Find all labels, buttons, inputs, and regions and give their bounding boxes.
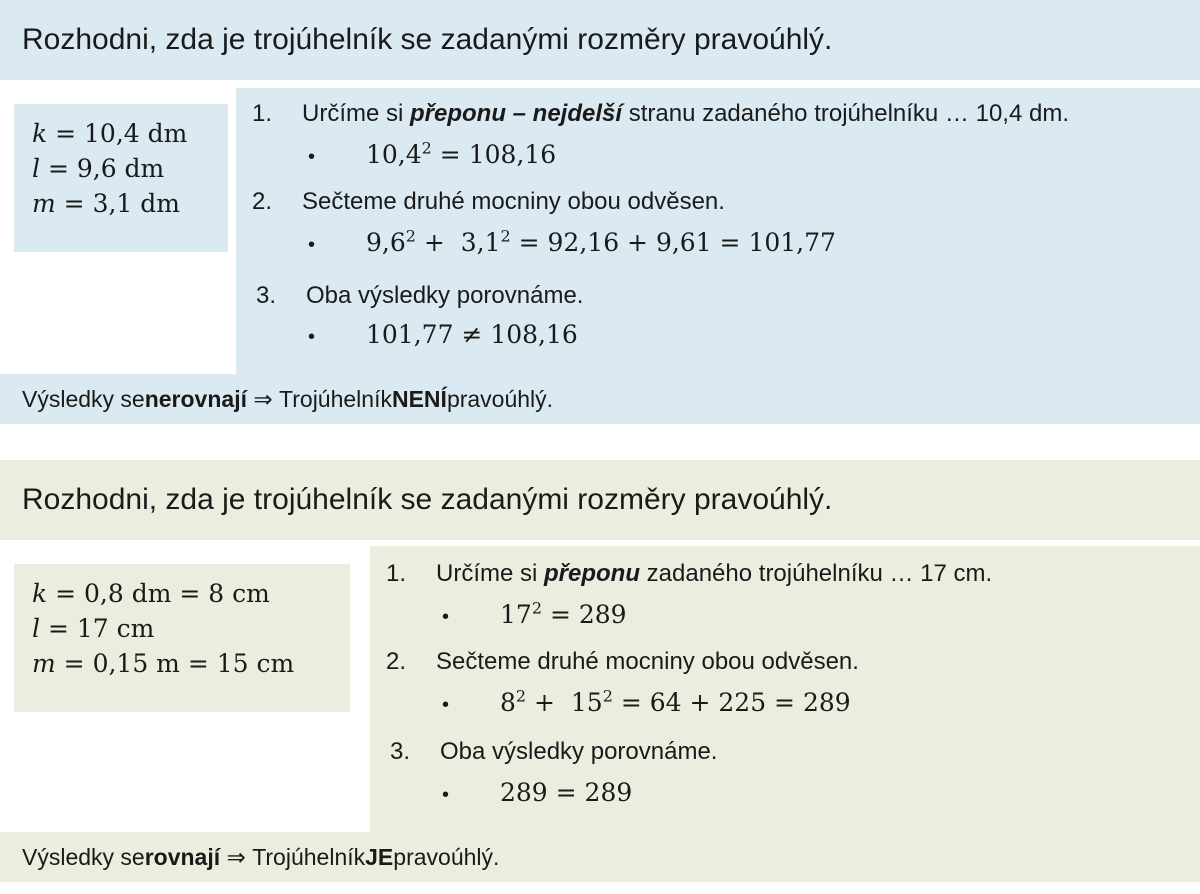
problem1-given-values: [14, 104, 228, 252]
bullet-legs-sum: • $9,6^2 + 3,1^2 = 92,16 + 9,61 = 101,77$: [308, 226, 836, 257]
step-2: 2. Sečteme druhé mocniny obou odvěsen.: [386, 648, 859, 675]
step-3: 3. Oba výsledky porovnáme.: [256, 282, 584, 309]
problem2-title-bar: [0, 460, 1200, 540]
var-k: k = 0,8 dm = 8 cm: [32, 579, 270, 608]
step-1: 1. Určíme si přeponu zadaného trojúhelníku … 17 cm.: [386, 560, 993, 587]
step-2: 2. Sečteme druhé mocniny obou odvěsen.: [252, 188, 725, 215]
bullet-hypotenuse-square: • $10,4^2 = 108,16$: [308, 138, 557, 169]
problem1-conclusion: Výsledky se nerovnají ⇒ Trojúhelník NENÍ pravoúhlý.: [0, 374, 1200, 424]
bullet-legs-sum: • $8^2 + 15^2 = 64 + 225 = 289$: [442, 686, 851, 717]
bullet-dot: •: [442, 694, 450, 716]
bullet-dot: •: [308, 234, 316, 256]
var-m: m = 3,1 dm: [32, 189, 180, 218]
problem2-title: Rozhodni, zda je trojúhelník se zadanými rozměry pravoúhlý.: [22, 483, 833, 516]
step-3: 3. Oba výsledky porovnáme.: [390, 738, 718, 765]
bullet-comparison: • 289 = 289: [442, 778, 633, 807]
bullet-dot: •: [308, 326, 316, 348]
var-l: l = 17 cm: [32, 614, 155, 643]
implies-arrow: ⇒: [246, 385, 280, 412]
problem1-title-bar: [0, 0, 1200, 80]
hypotenuse-emphasis: přeponu: [544, 560, 640, 587]
var-k: k = 10,4 dm: [32, 119, 188, 148]
hypotenuse-emphasis: přeponu – nejdelší: [410, 100, 623, 127]
problem2-solution-steps: [370, 546, 1200, 832]
bullet-dot: •: [308, 146, 316, 168]
step-1: 1. Určíme si přeponu – nejdelší stranu zadaného trojúhelníku … 10,4 dm.: [252, 100, 1069, 127]
bullet-dot: •: [442, 606, 450, 628]
problem1-solution-steps: [236, 88, 1200, 374]
bullet-hypotenuse-square: • $17^2 = 289$: [442, 598, 627, 629]
problem2-conclusion: Výsledky se rovnají ⇒ Trojúhelník JE pravoúhlý.: [0, 832, 1200, 882]
bullet-comparison: • 101,77 ≠ 108,16: [308, 320, 578, 349]
var-m: m = 0,15 m = 15 cm: [32, 649, 295, 678]
bullet-dot: •: [442, 784, 450, 806]
var-l: l = 9,6 dm: [32, 154, 165, 183]
problem1-title: Rozhodni, zda je trojúhelník se zadanými rozměry pravoúhlý.: [22, 23, 833, 56]
problem2-given-values: [14, 564, 350, 712]
implies-arrow: ⇒: [220, 843, 253, 870]
